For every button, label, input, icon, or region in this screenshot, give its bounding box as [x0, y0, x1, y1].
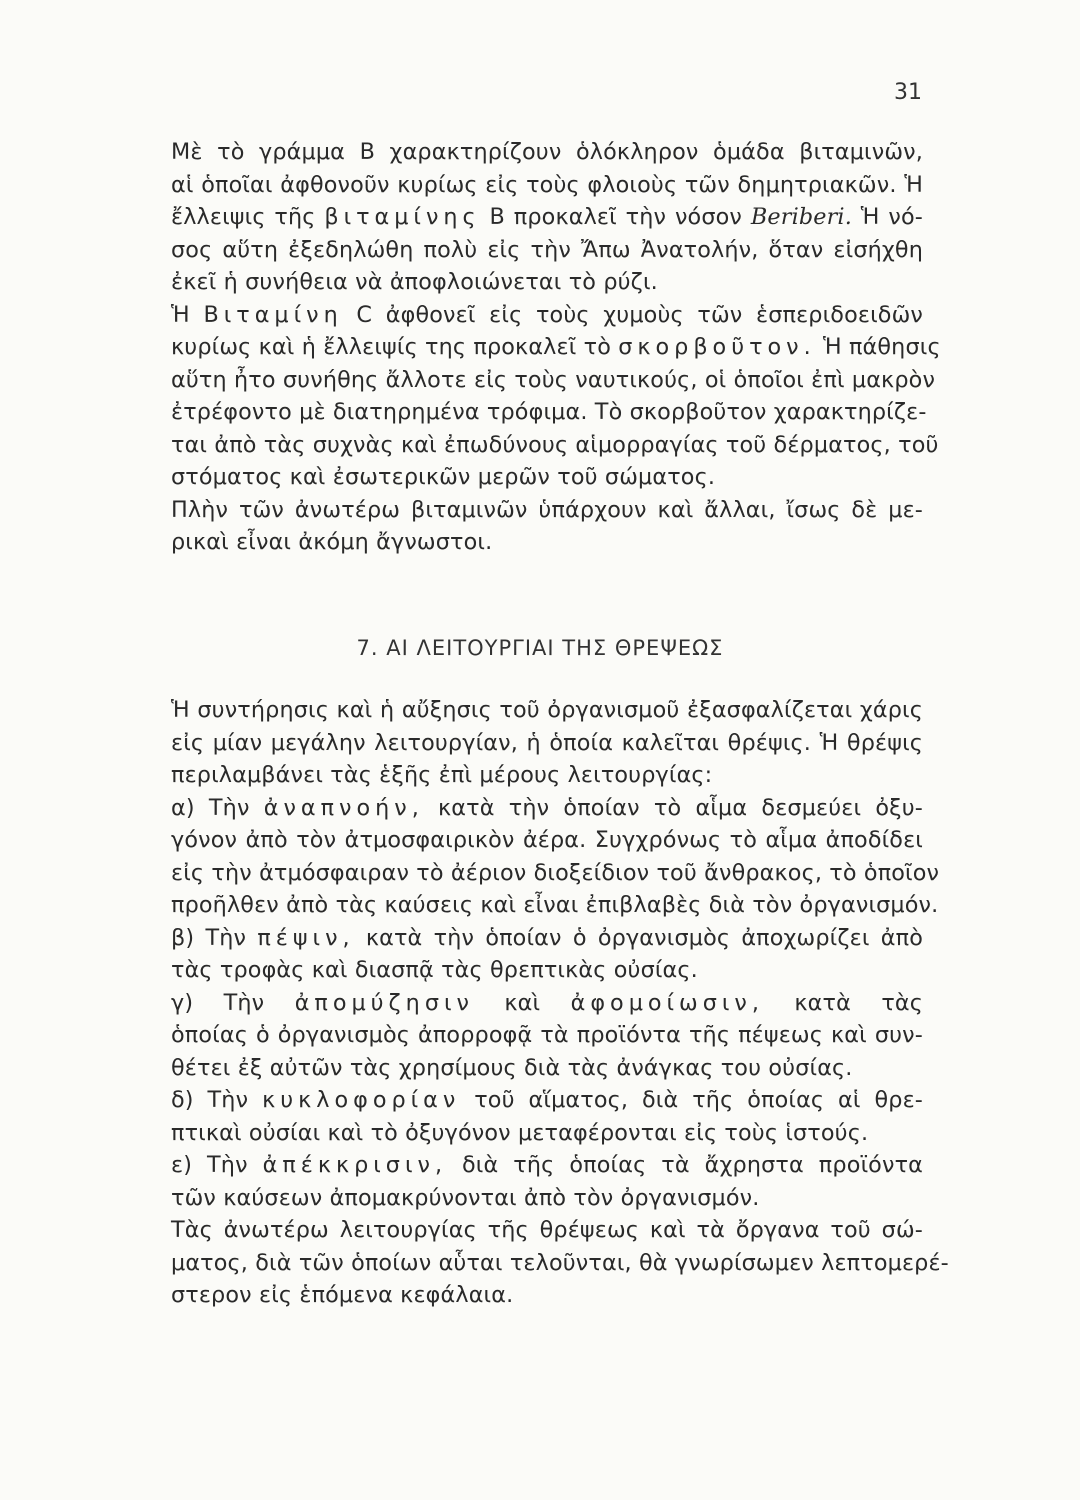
text-line	[137, 299, 923, 332]
paragraph-vitamin-b	[137, 136, 923, 299]
text-line: γόνον ἀπὸ τὸν ἀτμοσφαιρικὸν ἀέρα. Συγχρόνως τὸ αἷμα ἀποδίδει	[171, 827, 923, 853]
text-line: ρικαὶ εἶναι ἀκόμη ἄγνωστοι.	[171, 529, 493, 555]
text-span: δ) Τὴν	[171, 1087, 263, 1113]
text-line	[137, 331, 941, 364]
spaced-term: Βιταμίνη	[203, 301, 343, 328]
text-line: ματος, διὰ τῶν ὁποίων αὗται τελοῦνται, θὰ γνωρίσωμεν λεπτομερέ-	[171, 1249, 949, 1276]
text-line: αὕτη ἦτο συνήθης ἄλλοτε εἰς τοὺς ναυτικούς, οἱ ὁποῖοι ἐπὶ μακρὸν	[171, 366, 936, 393]
list-item-digestion	[137, 922, 923, 987]
text-line: εἰς μίαν μεγάλην λειτουργίαν, ἡ ὁποία καλεῖται θρέψις. Ἡ θρέψις	[171, 729, 923, 756]
list-item-circulation	[137, 1084, 923, 1149]
text-line: προῆλθεν ἀπὸ τὰς καύσεις καὶ εἶναι ἐπιβλαβὲς διὰ τὸν ὀργανισμόν.	[171, 892, 939, 918]
text-line: Μὲ τὸ γράμμα Β χαρακτηρίζουν ὁλόκληρον ὁμάδα βιταμινῶν,	[171, 139, 923, 165]
text-span: κατὰ τὴν ὁποίαν τὸ αἷμα δεσμεύει ὀξυ-	[423, 794, 924, 821]
list-item-absorption	[137, 987, 923, 1085]
page-number: 31	[894, 80, 922, 105]
spaced-term: ἀφομοίωσιν,	[570, 989, 764, 1016]
text-span: Ἡ πάθησις	[815, 334, 941, 360]
text-span: κυρίως καὶ ἡ ἔλλειψίς της προκαλεῖ τὸ	[171, 334, 619, 360]
list-item-respiration	[137, 792, 940, 922]
spaced-term: ἀπομύζησιν	[294, 989, 474, 1016]
text-line: ται ἀπὸ τὰς συχνὰς καὶ ἐπωδύνους αἱμορραγίας τοῦ δέρματος, τοῦ	[171, 431, 939, 458]
text-span: γ) Τὴν	[171, 989, 295, 1016]
text-line: ἐτρέφοντο μὲ διατηρημένα τρόφιμα. Τὸ σκορβοῦτον χαρακτηρίζε-	[171, 399, 927, 425]
text-span: κατὰ τὰς	[763, 989, 924, 1016]
text-line: θέτει ἐξ αὐτῶν τὰς χρησίμους διὰ τὰς ἀνάγκας του οὐσίας.	[171, 1054, 853, 1081]
paragraph-conclusion	[137, 1214, 949, 1312]
text-line	[137, 792, 923, 825]
text-line: Πλὴν τῶν ἀνωτέρω βιταμινῶν ὑπάρχουν καὶ ἄλλαι, ἴσως δὲ με-	[171, 496, 923, 523]
italic-term: Beriberi.	[750, 204, 852, 230]
text-line: Τὰς ἀνωτέρω λειτουργίας τῆς θρέψεως καὶ τὰ ὄργανα τοῦ σώ-	[171, 1217, 923, 1243]
text-span: ε) Τὴν	[171, 1152, 263, 1178]
text-line: στερον εἰς ἑπόμενα κεφάλαια.	[171, 1282, 514, 1308]
text-span: β) Τὴν	[171, 924, 258, 951]
nutrition-functions-text-block	[137, 694, 949, 1312]
text-line: ὁποίας ὁ ὀργανισμὸς ἀπορροφᾷ τὰ προϊόντα τῆς πέψεως καὶ συν-	[171, 1022, 923, 1048]
text-line: αἱ ὁποῖαι ἀφθονοῦν κυρίως εἰς τοὺς φλοιοὺς τῶν δημητριακῶν. Ἡ	[171, 171, 923, 198]
spaced-term: σκορβοῦτον.	[618, 334, 816, 360]
text-span: ἔλλειψις τῆς	[171, 204, 325, 230]
text-span: Ἡ	[171, 301, 204, 328]
paragraph-vitamin-c	[137, 299, 941, 494]
list-item-excretion	[137, 1149, 923, 1214]
text-line	[137, 1149, 923, 1182]
text-span: α) Τὴν	[171, 794, 264, 821]
text-line	[137, 1084, 923, 1117]
spaced-term: ἀναπνοήν,	[263, 794, 424, 821]
text-line	[137, 201, 923, 234]
text-span: C ἀφθονεῖ εἰς τοὺς χυμοὺς τῶν ἑσπεριδοειδῶν	[342, 301, 924, 328]
text-span: κατὰ τὴν ὁποίαν ὁ ὀργανισμὸς ἀποχωρίζει ἀπὸ	[354, 924, 923, 951]
text-span: Ἡ νό-	[851, 204, 923, 230]
spaced-term: κυκλοφορίαν	[262, 1087, 461, 1113]
text-line: ἐκεῖ ἡ συνήθεια νὰ ἀποφλοιώνεται τὸ ρύζι.	[171, 269, 658, 295]
spaced-term: πέψιν,	[257, 924, 355, 951]
text-line: περιλαμβάνει τὰς ἑξῆς ἐπὶ μέρους λειτουργίας:	[171, 762, 713, 788]
text-span: τοῦ αἵματος, διὰ τῆς ὁποίας αἱ θρε-	[460, 1087, 923, 1113]
text-span: διὰ τῆς ὁποίας τὰ ἄχρηστα προϊόντα	[447, 1152, 923, 1178]
spaced-term: βιταμίνης	[324, 204, 481, 230]
section-heading: 7. ΑΙ ΛΕΙΤΟΥΡΓΙΑΙ ΤΗΣ ΘΡΕΨΕΩΣ	[356, 636, 724, 660]
text-line	[137, 922, 923, 955]
text-line	[137, 987, 923, 1020]
spaced-term: ἀπέκκρισιν,	[262, 1152, 448, 1178]
text-line: στόματος καὶ ἐσωτερικῶν μερῶν τοῦ σώματος.	[171, 464, 716, 490]
vitamins-text-block	[137, 136, 941, 559]
text-span: Β προκαλεῖ τὴν νόσον	[480, 204, 751, 230]
paragraph-intro	[137, 694, 923, 792]
text-line: τὰς τροφὰς καὶ διασπᾷ τὰς θρεπτικὰς οὐσίας.	[171, 957, 698, 983]
text-line: πτικαὶ οὐσίαι καὶ τὸ ὀξυγόνον μεταφέρονται εἰς τοὺς ἱστούς.	[171, 1119, 869, 1146]
paragraph-other-vitamins	[137, 494, 923, 559]
text-line: εἰς τὴν ἀτμόσφαιραν τὸ ἀέριον διοξείδιον τοῦ ἄνθρακος, τὸ ὁποῖον	[171, 859, 940, 886]
text-span: καὶ	[473, 989, 571, 1016]
text-line: Ἡ συντήρησις καὶ ἡ αὔξησις τοῦ ὀργανισμοῦ ἐξασφαλίζεται χάρις	[171, 697, 923, 723]
text-line: σος αὕτη ἐξεδηλώθη πολὺ εἰς τὴν Ἄπω Ἀνατολήν, ὅταν εἰσήχθη	[171, 236, 923, 263]
text-line: τῶν καύσεων ἀπομακρύνονται ἀπὸ τὸν ὀργανισμόν.	[171, 1184, 760, 1211]
